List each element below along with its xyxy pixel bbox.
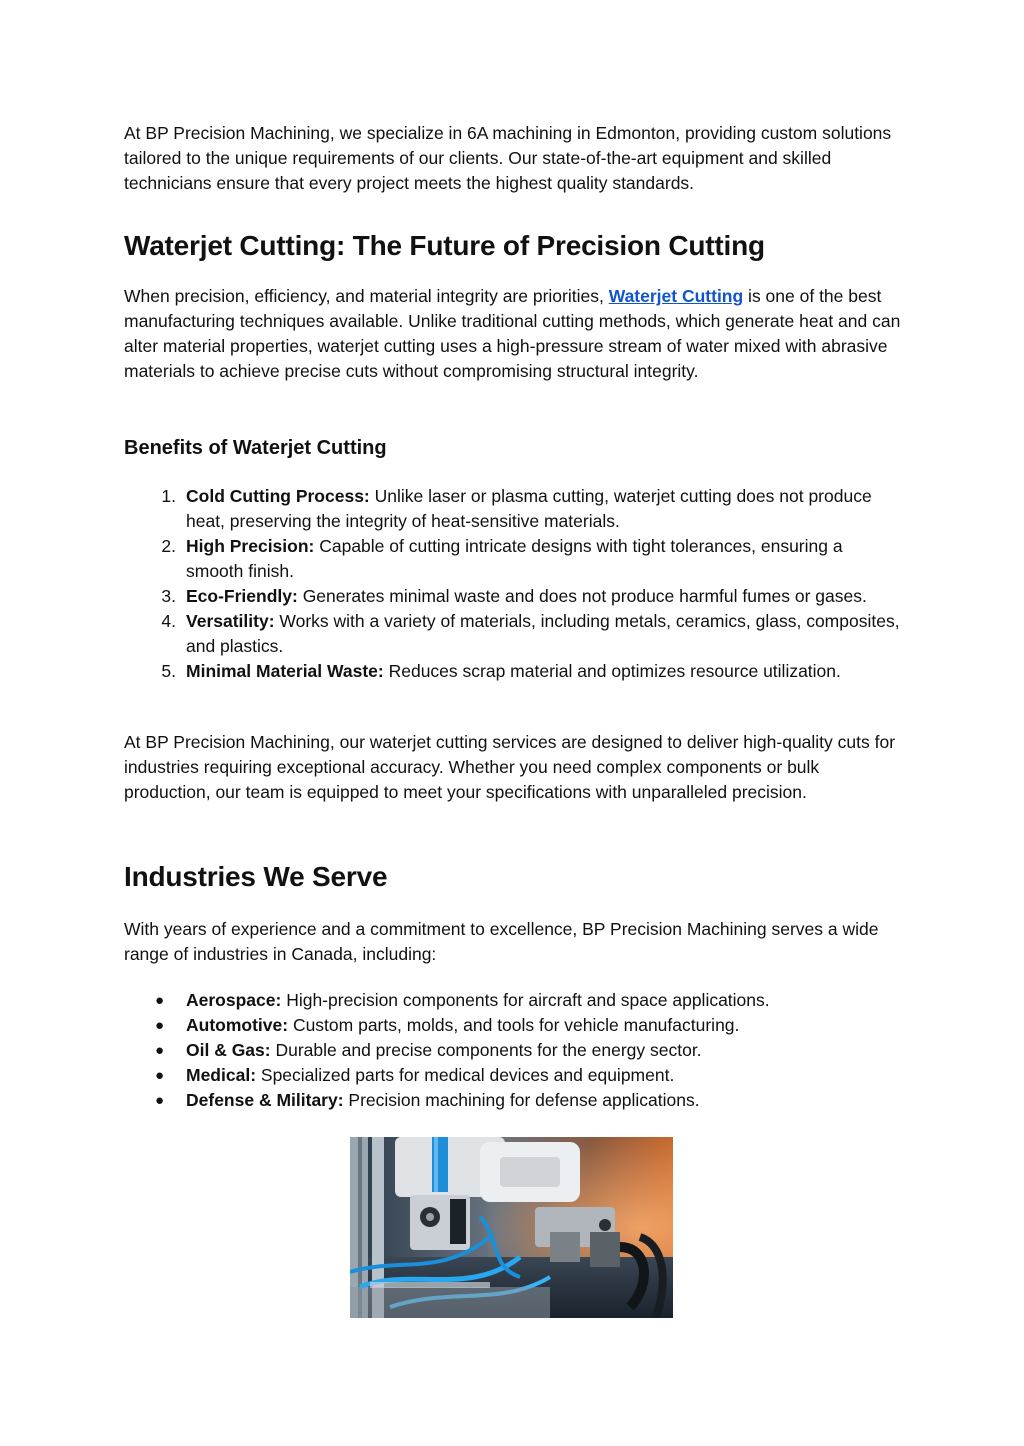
waterjet-paragraph: When precision, efficiency, and material integrity are priorities, Waterjet Cutting is one of the best manufacturing techniques available. Unlike traditional cutting methods, which generate heat and can alter material properties, waterjet cutting uses a high-pressure stream of water mixed with abrasive materials to achieve precise cuts without compromising structural integrity. — [124, 286, 901, 381]
list-item: 5. Minimal Material Waste: Reduces scrap material and optimizes resource utilization. — [161, 661, 841, 681]
list-item: ● Automotive: Custom parts, molds, and tools for vehicle manufacturing. — [124, 1013, 904, 1038]
list-item: 1. Cold Cutting Process: Unlike laser or plasma cutting, waterjet cutting does not produce heat, preserving the integrity of heat-sensitive materials. — [161, 486, 872, 531]
section-heading-waterjet: Waterjet Cutting: The Future of Precision Cutting — [124, 230, 765, 261]
list-item: ● Medical: Specialized parts for medical devices and equipment. — [124, 1063, 904, 1088]
list-item: 4. Versatility: Works with a variety of materials, including metals, ceramics, glass, composites, and plastics. — [161, 611, 900, 656]
intro-paragraph: At BP Precision Machining, we specialize in 6A machining in Edmonton, providing custom solutions tailored to the unique requirements of our clients. Our state-of-the-art equipment and skilled technicians ensure that every project meets the highest quality standards. — [124, 123, 892, 193]
list-item: ● Oil & Gas: Durable and precise components for the energy sector. — [124, 1038, 904, 1063]
benefits-subheading: Benefits of Waterjet Cutting — [124, 437, 387, 459]
machinery-photo — [350, 1137, 673, 1318]
list-item: ● Aerospace: High-precision components for aircraft and space applications. — [124, 988, 904, 1013]
list-item: 3. Eco-Friendly: Generates minimal waste and does not produce harmful fumes or gases. — [161, 586, 867, 606]
bullet-icon: ● — [155, 1067, 165, 1084]
list-item: ● Defense & Military: Precision machining for defense applications. — [124, 1088, 904, 1113]
section-heading-industries: Industries We Serve — [124, 861, 388, 892]
bullet-icon: ● — [155, 1092, 165, 1109]
bullet-icon: ● — [155, 1017, 165, 1034]
list-item: 2. High Precision: Capable of cutting intricate designs with tight tolerances, ensuring a smooth finish. — [161, 536, 843, 581]
industries-list — [124, 988, 904, 1113]
industries-intro-paragraph: With years of experience and a commitment to excellence, BP Precision Machining serves a wide range of industries in Canada, including: — [124, 919, 879, 964]
waterjet-cutting-link[interactable]: Waterjet Cutting — [608, 286, 744, 306]
bullet-icon: ● — [155, 1042, 165, 1059]
waterjet-closing-paragraph: At BP Precision Machining, our waterjet cutting services are designed to deliver high-quality cuts for industries requiring exceptional accuracy. Whether you need complex components or bulk production, our team is equipped to meet your specifications with unparalleled precision. — [124, 732, 896, 802]
benefits-list — [124, 484, 904, 684]
bullet-icon: ● — [155, 992, 165, 1009]
